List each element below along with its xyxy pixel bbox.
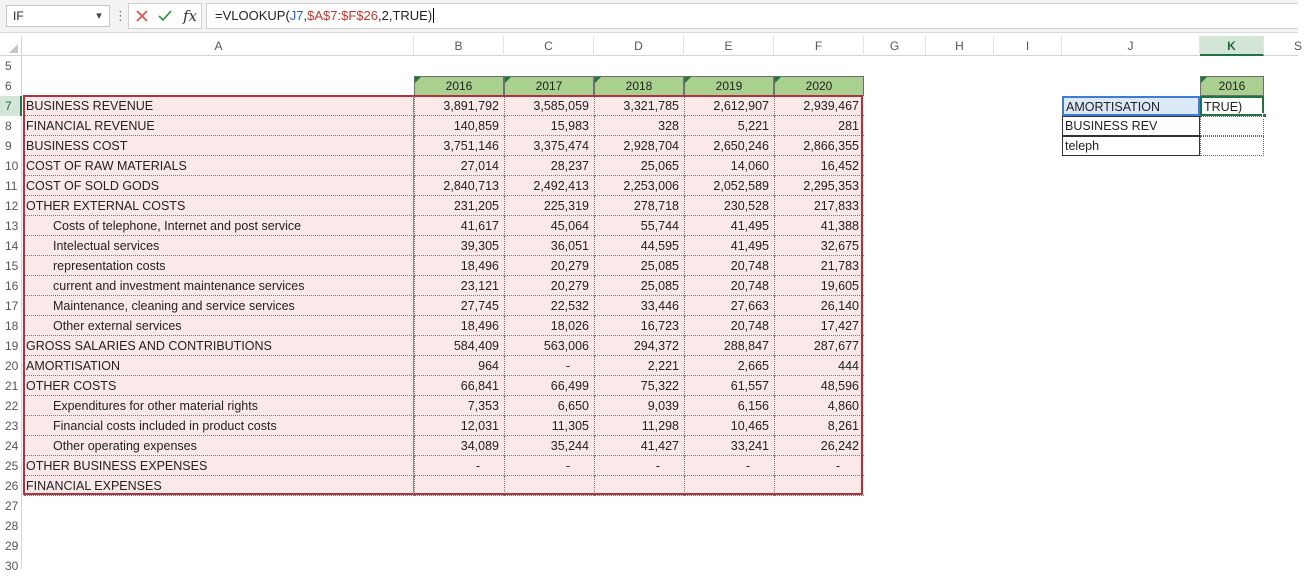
table-cell[interactable]: 41,495 [684, 236, 774, 256]
table-cell[interactable]: 33,446 [594, 296, 684, 316]
more-options-icon[interactable]: ⋮ [114, 8, 127, 23]
row-header[interactable]: 11 [5, 179, 18, 193]
table-cell[interactable]: 2,928,704 [594, 136, 684, 156]
table-cell[interactable]: - [684, 456, 774, 476]
table-row-label[interactable]: OTHER BUSINESS EXPENSES [24, 456, 414, 476]
column-header-f[interactable]: F [774, 36, 864, 56]
column-header-c[interactable]: C [504, 36, 594, 56]
table-cell[interactable]: 55,744 [594, 216, 684, 236]
row-header[interactable]: 18 [5, 319, 19, 333]
table-cell[interactable] [684, 476, 774, 496]
lookup-result-cell[interactable] [1200, 136, 1264, 156]
table-cell[interactable]: 2,866,355 [774, 136, 864, 156]
formula-token: J7 [289, 8, 304, 23]
table-cell[interactable]: 2,665 [684, 356, 774, 376]
table-cell[interactable]: 3,585,059 [504, 96, 594, 116]
table-cell[interactable]: 39,305 [414, 236, 504, 256]
table-cell[interactable]: 61,557 [684, 376, 774, 396]
table-cell[interactable]: 27,745 [414, 296, 504, 316]
table-cell[interactable]: - [594, 456, 684, 476]
row-header[interactable]: 28 [5, 519, 19, 533]
table-cell[interactable]: 278,718 [594, 196, 684, 216]
table-cell[interactable]: 563,006 [504, 336, 594, 356]
table-cell[interactable]: 20,279 [504, 276, 594, 296]
lookup-label-cell[interactable]: BUSINESS REV [1062, 116, 1200, 136]
table-cell[interactable]: 41,388 [774, 216, 864, 236]
table-cell[interactable]: 288,847 [684, 336, 774, 356]
table-cell[interactable]: 2,492,413 [504, 176, 594, 196]
table-cell[interactable]: 35,244 [504, 436, 594, 456]
row-header[interactable]: 12 [5, 199, 19, 213]
table-cell[interactable]: 27,663 [684, 296, 774, 316]
table-cell[interactable]: 6,156 [684, 396, 774, 416]
table-row-label[interactable]: Financial costs included in product costs [24, 416, 414, 436]
row-header[interactable]: 26 [5, 479, 19, 493]
table-cell[interactable]: 2,612,907 [684, 96, 774, 116]
table-cell[interactable]: 2,295,353 [774, 176, 864, 196]
table-cell[interactable]: 2,939,467 [774, 96, 864, 116]
table-cell[interactable]: - [414, 456, 504, 476]
formula-token: =VLOOKUP( [215, 8, 290, 23]
row-header[interactable]: 6 [5, 79, 12, 93]
table-cell[interactable]: 21,783 [774, 256, 864, 276]
table-row-label[interactable]: representation costs [24, 256, 414, 276]
table-cell[interactable]: 23,121 [414, 276, 504, 296]
table-cell[interactable]: 444 [774, 356, 864, 376]
table-cell[interactable] [504, 476, 594, 496]
table-cell[interactable]: 964 [414, 356, 504, 376]
table-cell[interactable]: - [774, 456, 864, 476]
error-indicator-icon [595, 77, 601, 83]
table-cell[interactable]: 34,089 [414, 436, 504, 456]
row-header[interactable]: 14 [5, 239, 19, 253]
fill-handle[interactable] [1262, 113, 1267, 118]
table-cell[interactable]: 28,237 [504, 156, 594, 176]
table-cell[interactable]: 22,532 [504, 296, 594, 316]
table-cell[interactable]: 2,840,713 [414, 176, 504, 196]
year-header-text: 2017 [535, 79, 563, 93]
table-cell[interactable]: 11,305 [504, 416, 594, 436]
error-indicator-icon [685, 77, 691, 83]
column-header-b[interactable]: B [414, 36, 504, 56]
column-header-k[interactable]: K [1200, 36, 1264, 56]
table-cell[interactable]: 20,748 [684, 256, 774, 276]
error-indicator-icon [415, 77, 421, 83]
table-cell[interactable]: 26,242 [774, 436, 864, 456]
table-cell[interactable]: 217,833 [774, 196, 864, 216]
table-cell[interactable]: 16,723 [594, 316, 684, 336]
table-cell[interactable]: 2,650,246 [684, 136, 774, 156]
lookup-year-text: 2016 [1218, 79, 1246, 93]
row-header[interactable]: 20 [5, 359, 19, 373]
row-header[interactable]: 19 [5, 339, 19, 353]
row-header[interactable]: 8 [5, 119, 12, 133]
row-header[interactable]: 27 [5, 499, 19, 513]
lookup-label-cell[interactable]: teleph [1062, 136, 1200, 156]
table-cell[interactable]: 25,085 [594, 276, 684, 296]
table-cell[interactable]: 3,375,474 [504, 136, 594, 156]
table-cell[interactable]: 75,322 [594, 376, 684, 396]
column-header-g[interactable]: G [864, 36, 926, 56]
row-header[interactable]: 15 [5, 259, 19, 273]
table-cell[interactable]: 230,528 [684, 196, 774, 216]
table-cell[interactable]: 41,427 [594, 436, 684, 456]
row-header[interactable]: 21 [5, 379, 19, 393]
table-cell[interactable]: 9,039 [594, 396, 684, 416]
row-header[interactable]: 29 [5, 539, 19, 553]
table-row-label[interactable]: FINANCIAL EXPENSES [24, 476, 414, 496]
table-cell[interactable]: 66,499 [504, 376, 594, 396]
row-header[interactable]: 5 [5, 59, 12, 73]
active-cell[interactable]: TRUE) [1200, 96, 1264, 116]
table-cell[interactable]: 19,605 [774, 276, 864, 296]
table-cell[interactable]: 231,205 [414, 196, 504, 216]
row-header[interactable]: 30 [5, 559, 19, 573]
table-cell[interactable]: 3,321,785 [594, 96, 684, 116]
table-cell[interactable]: 44,595 [594, 236, 684, 256]
lookup-year-header[interactable] [1200, 76, 1264, 96]
table-cell[interactable]: 20,279 [504, 256, 594, 276]
error-indicator-icon [775, 77, 781, 83]
table-cell[interactable]: 48,596 [774, 376, 864, 396]
row-header[interactable]: 10 [5, 159, 19, 173]
column-header-e[interactable]: E [684, 36, 774, 56]
row-header[interactable]: 23 [5, 419, 19, 433]
table-row-label[interactable]: COST OF SOLD GODS [24, 176, 414, 196]
table-cell[interactable]: 18,026 [504, 316, 594, 336]
table-row-label[interactable]: Other operating expenses [24, 436, 414, 456]
table-cell[interactable]: 66,841 [414, 376, 504, 396]
table-cell[interactable]: 4,860 [774, 396, 864, 416]
table-row-label[interactable]: BUSINESS COST [24, 136, 414, 156]
table-cell[interactable]: 18,496 [414, 256, 504, 276]
table-row-label[interactable]: Other external services [24, 316, 414, 336]
table-row-label[interactable]: BUSINESS REVENUE [24, 96, 414, 116]
table-row-label[interactable]: Expenditures for other material rights [24, 396, 414, 416]
table-cell[interactable]: 2,253,006 [594, 176, 684, 196]
table-cell[interactable]: 3,891,792 [414, 96, 504, 116]
row-header[interactable]: 24 [5, 439, 19, 453]
table-row-label[interactable]: current and investment maintenance services [24, 276, 414, 296]
row-header[interactable]: 16 [5, 279, 19, 293]
table-cell[interactable]: 26,140 [774, 296, 864, 316]
table-cell[interactable]: 25,085 [594, 256, 684, 276]
table-cell[interactable]: 18,496 [414, 316, 504, 336]
table-cell[interactable]: 20,748 [684, 316, 774, 336]
table-cell[interactable]: 2,052,589 [684, 176, 774, 196]
table-cell[interactable]: 281 [774, 116, 864, 136]
table-cell[interactable]: 36,051 [504, 236, 594, 256]
year-header-text: 2019 [715, 79, 743, 93]
table-cell[interactable]: 584,409 [414, 336, 504, 356]
column-header-h[interactable]: H [926, 36, 994, 56]
error-indicator-icon [505, 77, 511, 83]
table-cell[interactable]: 14,060 [684, 156, 774, 176]
table-cell[interactable]: 20,748 [684, 276, 774, 296]
table-cell[interactable]: 2,221 [594, 356, 684, 376]
table-cell[interactable]: - [504, 356, 594, 376]
table-cell[interactable]: 41,495 [684, 216, 774, 236]
table-cell[interactable]: - [504, 456, 594, 476]
table-cell[interactable]: 17,427 [774, 316, 864, 336]
year-header-text: 2016 [445, 79, 473, 93]
table-row-label[interactable]: Costs of telephone, Internet and post service [24, 216, 414, 236]
table-cell[interactable]: 225,319 [504, 196, 594, 216]
table-cell[interactable]: 10,465 [684, 416, 774, 436]
table-cell[interactable]: 25,065 [594, 156, 684, 176]
table-cell[interactable]: 15,983 [504, 116, 594, 136]
table-row-label[interactable]: OTHER COSTS [24, 376, 414, 396]
column-header-a[interactable]: A [24, 36, 414, 56]
insert-function-button[interactable]: fx [182, 7, 197, 25]
column-header-j[interactable]: J [1062, 36, 1200, 56]
table-cell[interactable]: 3,751,146 [414, 136, 504, 156]
table-cell[interactable]: 32,675 [774, 236, 864, 256]
table-cell[interactable]: 7,353 [414, 396, 504, 416]
year-header-text: 2020 [805, 79, 833, 93]
table-cell[interactable]: 12,031 [414, 416, 504, 436]
year-header[interactable] [684, 76, 774, 96]
row-header[interactable]: 22 [5, 399, 19, 413]
table-cell[interactable]: 328 [594, 116, 684, 136]
table-row-label[interactable]: OTHER EXTERNAL COSTS [24, 196, 414, 216]
table-cell[interactable]: 287,677 [774, 336, 864, 356]
formula-token: ,2,TRUE) [377, 8, 433, 23]
table-cell[interactable]: 6,650 [504, 396, 594, 416]
table-row-label[interactable]: FINANCIAL REVENUE [24, 116, 414, 136]
formula-token: $A$7:$F$26 [307, 8, 378, 23]
table-row-label[interactable]: COST OF RAW MATERIALS [24, 156, 414, 176]
table-cell[interactable]: 8,261 [774, 416, 864, 436]
table-cell[interactable]: 294,372 [594, 336, 684, 356]
table-cell[interactable]: 5,221 [684, 116, 774, 136]
year-header-text: 2018 [625, 79, 653, 93]
year-header[interactable] [504, 76, 594, 96]
column-header-i[interactable]: I [994, 36, 1062, 56]
table-cell[interactable] [414, 476, 504, 496]
column-header-partial[interactable]: S [1293, 39, 1302, 53]
row-header[interactable]: 13 [5, 219, 19, 233]
table-row-label[interactable]: Maintenance, cleaning and service services [24, 296, 414, 316]
year-header[interactable] [594, 76, 684, 96]
table-cell[interactable] [594, 476, 684, 496]
row-header[interactable]: 25 [5, 459, 19, 473]
row-header[interactable]: 17 [5, 299, 19, 313]
table-row-label[interactable]: AMORTISATION [24, 356, 414, 376]
year-header[interactable] [414, 76, 504, 96]
table-cell[interactable]: 45,064 [504, 216, 594, 236]
year-header[interactable] [774, 76, 864, 96]
lookup-result-cell[interactable] [1200, 116, 1264, 136]
table-cell[interactable]: 140,859 [414, 116, 504, 136]
table-cell[interactable]: 16,452 [774, 156, 864, 176]
chevron-down-icon[interactable]: ▾ [96, 10, 102, 22]
column-header-d[interactable]: D [594, 36, 684, 56]
lookup-label-cell[interactable]: AMORTISATION [1062, 96, 1200, 116]
name-box[interactable]: IF [6, 5, 110, 27]
row-header[interactable]: 7 [0, 96, 22, 116]
table-cell[interactable] [774, 476, 864, 496]
table-row-label[interactable]: Intelectual services [24, 236, 414, 256]
table-cell[interactable]: 11,298 [594, 416, 684, 436]
table-cell[interactable]: 27,014 [414, 156, 504, 176]
table-row-label[interactable]: GROSS SALARIES AND CONTRIBUTIONS [24, 336, 414, 356]
error-indicator-icon [1201, 77, 1207, 83]
row-header[interactable]: 9 [5, 139, 12, 153]
table-cell[interactable]: 33,241 [684, 436, 774, 456]
formula-token: , [303, 8, 308, 23]
table-cell[interactable]: 41,617 [414, 216, 504, 236]
